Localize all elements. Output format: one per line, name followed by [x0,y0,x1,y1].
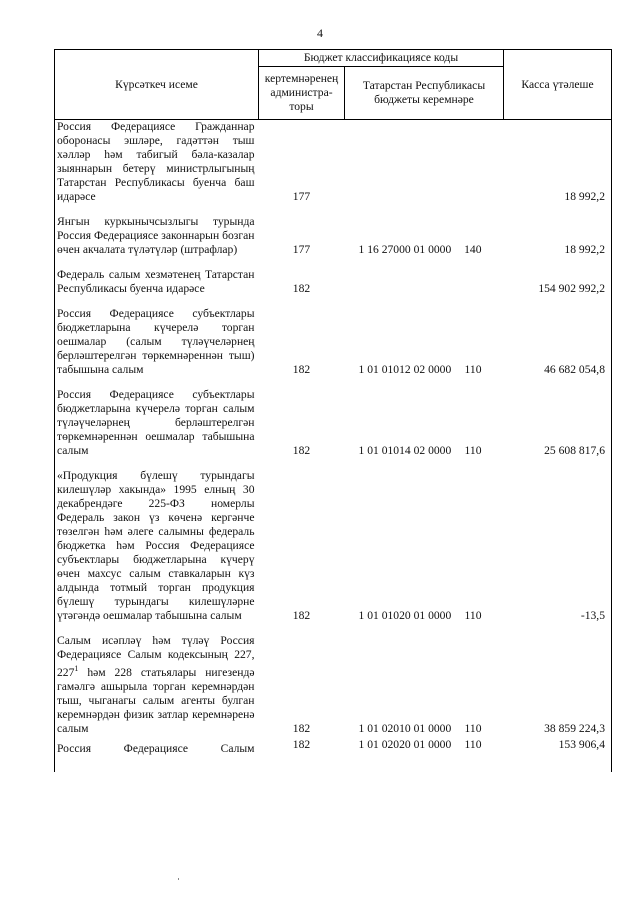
row-code-sub: 110 [464,721,482,735]
header-budget-codes: Бюджет классификациясе коды [259,50,504,67]
row-admin: 182 [292,737,311,751]
row-code [345,623,504,736]
scan-mark [178,878,179,880]
table-row [55,458,612,623]
table-row [55,377,612,458]
row-code [345,120,504,205]
table-row [55,623,612,736]
row-admin: 177 [292,243,311,256]
row-code [345,458,504,623]
row-cash: 38 859 224,3 [504,623,612,736]
row-code-main: 1 16 27000 01 0000 [358,243,452,256]
row-cash: 154 902 992,2 [504,257,612,296]
row-name [55,623,259,736]
row-cash: 25 608 817,6 [504,377,612,458]
row-code [345,736,504,772]
row-admin: 182 [292,721,311,735]
row-name: Россия Федерациясе Салым [55,736,259,772]
row-name: Янгын куркынычсызлыгы турында Россия Федерациясе законнарын бозган өчен акчалата түләтүләр (штрафлар) [55,204,259,257]
row-code-main: 1 01 01014 02 0000 [358,444,452,457]
row-code-main: 1 01 02010 01 0000 [358,721,452,735]
row-name: Россия Федерациясе субъектлары бюджетларына күчерелә торган салым түләүчеләрнең берләштерелгән төркемнәреннән оешмалар табышына салым [55,377,259,458]
row-code [345,296,504,377]
row-code-sub: 110 [464,737,482,751]
row-name-text: Салым исәпләү һәм түләү Россия Федерациясе Салым кодексының 227, 227 [57,634,255,679]
row-code-main: 1 01 01012 02 0000 [358,363,452,376]
row-code-sub: 110 [464,444,482,457]
row-cash: -13,5 [504,458,612,623]
header-indicator-name: Күрсәткеч исеме [55,50,259,120]
table-row [55,120,612,205]
row-admin: 182 [292,609,311,622]
row-code-main: 1 01 02020 01 0000 [358,737,452,751]
row-name-superscript: 1 [74,664,79,673]
row-name: «Продукция бүлешү турындагы килешүләр хакында» 1995 елның 30 декабрендәге 225-ФЗ номерлы Федераль закон үз көченә кергәнче төзелгән һәм әлеге салымны федераль бюджетка һәм Россия Федерациясе субъектлары бюджетларына күчерү өчен махсус салым ставкаларын күз алдында тотмый торган продукция бүлешү турындагы килешүләрне үтәгәндә оешмалар табышына салым [55,458,259,623]
page-number: 4 [317,26,323,40]
table-row [55,257,612,296]
row-admin: 182 [292,363,311,376]
row-cash: 46 682 054,8 [504,296,612,377]
row-name-text-cont: һәм 228 статьялары нигезендә гамәлгә ашырыла торган керемнәрдән тыш, чыганагы салым агенты булган керемнәрдән физик затлар керемнәренә салым [57,665,255,735]
row-cash: 153 906,4 [504,736,612,772]
header-revenue-administrator: кертемнәренең администра-торы [259,67,345,120]
row-code-sub: 140 [464,243,482,256]
row-code [345,204,504,257]
table-row [55,296,612,377]
row-code-sub: 110 [464,363,482,376]
table-row [55,204,612,257]
row-admin: 182 [292,282,311,295]
row-code [345,377,504,458]
row-admin: 182 [292,444,311,457]
budget-table [54,49,612,772]
row-admin: 177 [292,190,311,203]
row-name: Россия Федерациясе субъектлары бюджетларына күчерелә торган оешмалар (салым түләүчеләрнең берләштерелгән төркемнәреннән тыш) табышына салым [55,296,259,377]
row-name: Россия Федерациясе Гражданнар оборонасы эшләре, гадәттән тыш хәлләр һәм табигый бәла-казалар зыяннарын бетерү министрлыгының Татарстан Республикасы буенча баш идарәсе [55,120,259,205]
header-cash-execution: Касса үтәлеше [504,50,612,120]
row-cash: 18 992,2 [504,204,612,257]
row-code [345,257,504,296]
row-code-main: 1 01 01020 01 0000 [358,609,452,622]
row-cash: 18 992,2 [504,120,612,205]
row-code-sub: 110 [464,609,482,622]
row-name: Федераль салым хезмәтенең Татарстан Республикасы буенча идарәсе [55,257,259,296]
table-row [55,736,612,772]
header-republic-revenue: Татарстан Республикасы бюджеты керемнәре [345,67,504,120]
